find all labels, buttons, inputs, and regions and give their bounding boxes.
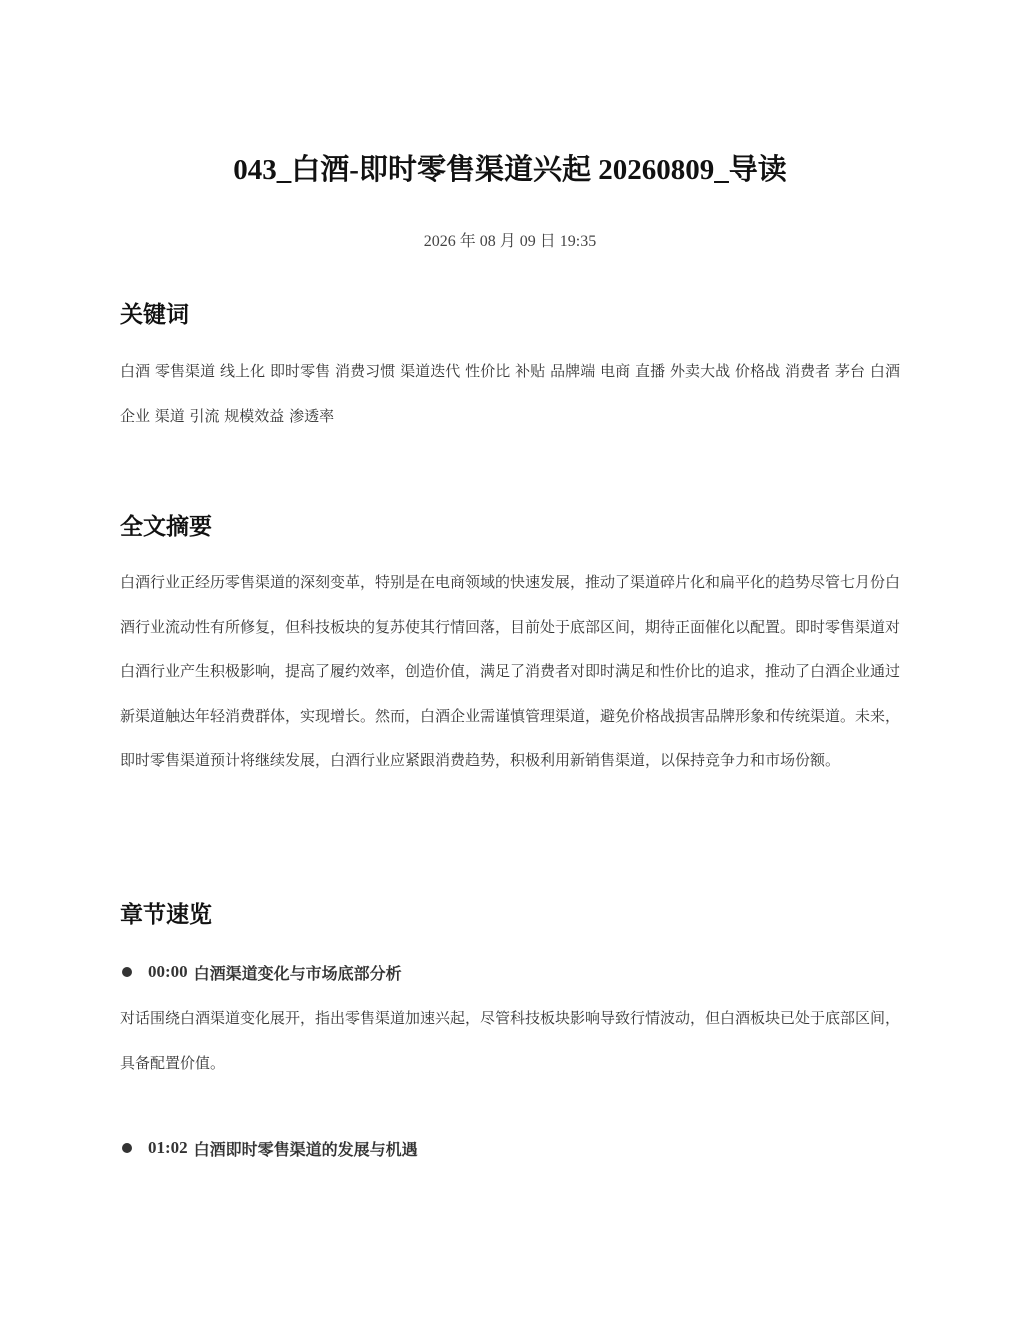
- chapter-description: 对话围绕白酒渠道变化展开，指出零售渠道加速兴起，尽管科技板块影响导致行情波动，但白酒板块已处于底部区间，具备配置价值。: [120, 1009, 901, 1072]
- chapter-title: 白酒渠道变化与市场底部分析: [193, 963, 402, 983]
- chapter-item-header: [120, 957, 900, 987]
- chapter-title: 白酒即时零售渠道的发展与机遇: [193, 1139, 418, 1159]
- summary-heading: 全文摘要: [120, 514, 212, 540]
- summary-text: 白酒行业正经历零售渠道的深刻变革，特别是在电商领域的快速发展，推动了渠道碎片化和扁平化的趋势尽管七月份白酒行业流动性有所修复，但科技板块的复苏使其行情回落，目前处于底部区间，期待正面催化以配置。即时零售渠道对白酒行业产生积极影响，提高了履约效率，创造价值，满足了消费者对即时满足和性价比的追求，推动了白酒企业通过新渠道触达年轻消费群体，实现增长。然而，白酒企业需谨慎管理渠道，避免价格战损害品牌形象和传统渠道。未来，即时零售渠道预计将继续发展，白酒行业应紧跟消费趋势，积极利用新销售渠道，以保持竞争力和市场份额。: [120, 573, 901, 769]
- keywords-text: 白酒 零售渠道 线上化 即时零售 消费习惯 渠道迭代 性价比 补贴 品牌端 电商 直播 外卖大战 价格战 消费者 茅台 白酒企业 渠道 引流 规模效益 渗透率: [120, 362, 900, 425]
- bullet-icon: [122, 1143, 132, 1153]
- bullet-icon: [122, 967, 132, 977]
- chapter-item-header: [120, 1133, 900, 1163]
- chapters-heading: 章节速览: [120, 902, 212, 928]
- document-title: 043_白酒-即时零售渠道兴起 20260809_导读: [233, 154, 787, 186]
- document-date: 2026 年 08 月 09 日 19:35: [423, 233, 597, 250]
- keywords-heading: 关键词: [120, 302, 189, 328]
- chapter-timestamp: 00:00: [148, 962, 188, 981]
- chapter-timestamp: 01:02: [148, 1138, 188, 1157]
